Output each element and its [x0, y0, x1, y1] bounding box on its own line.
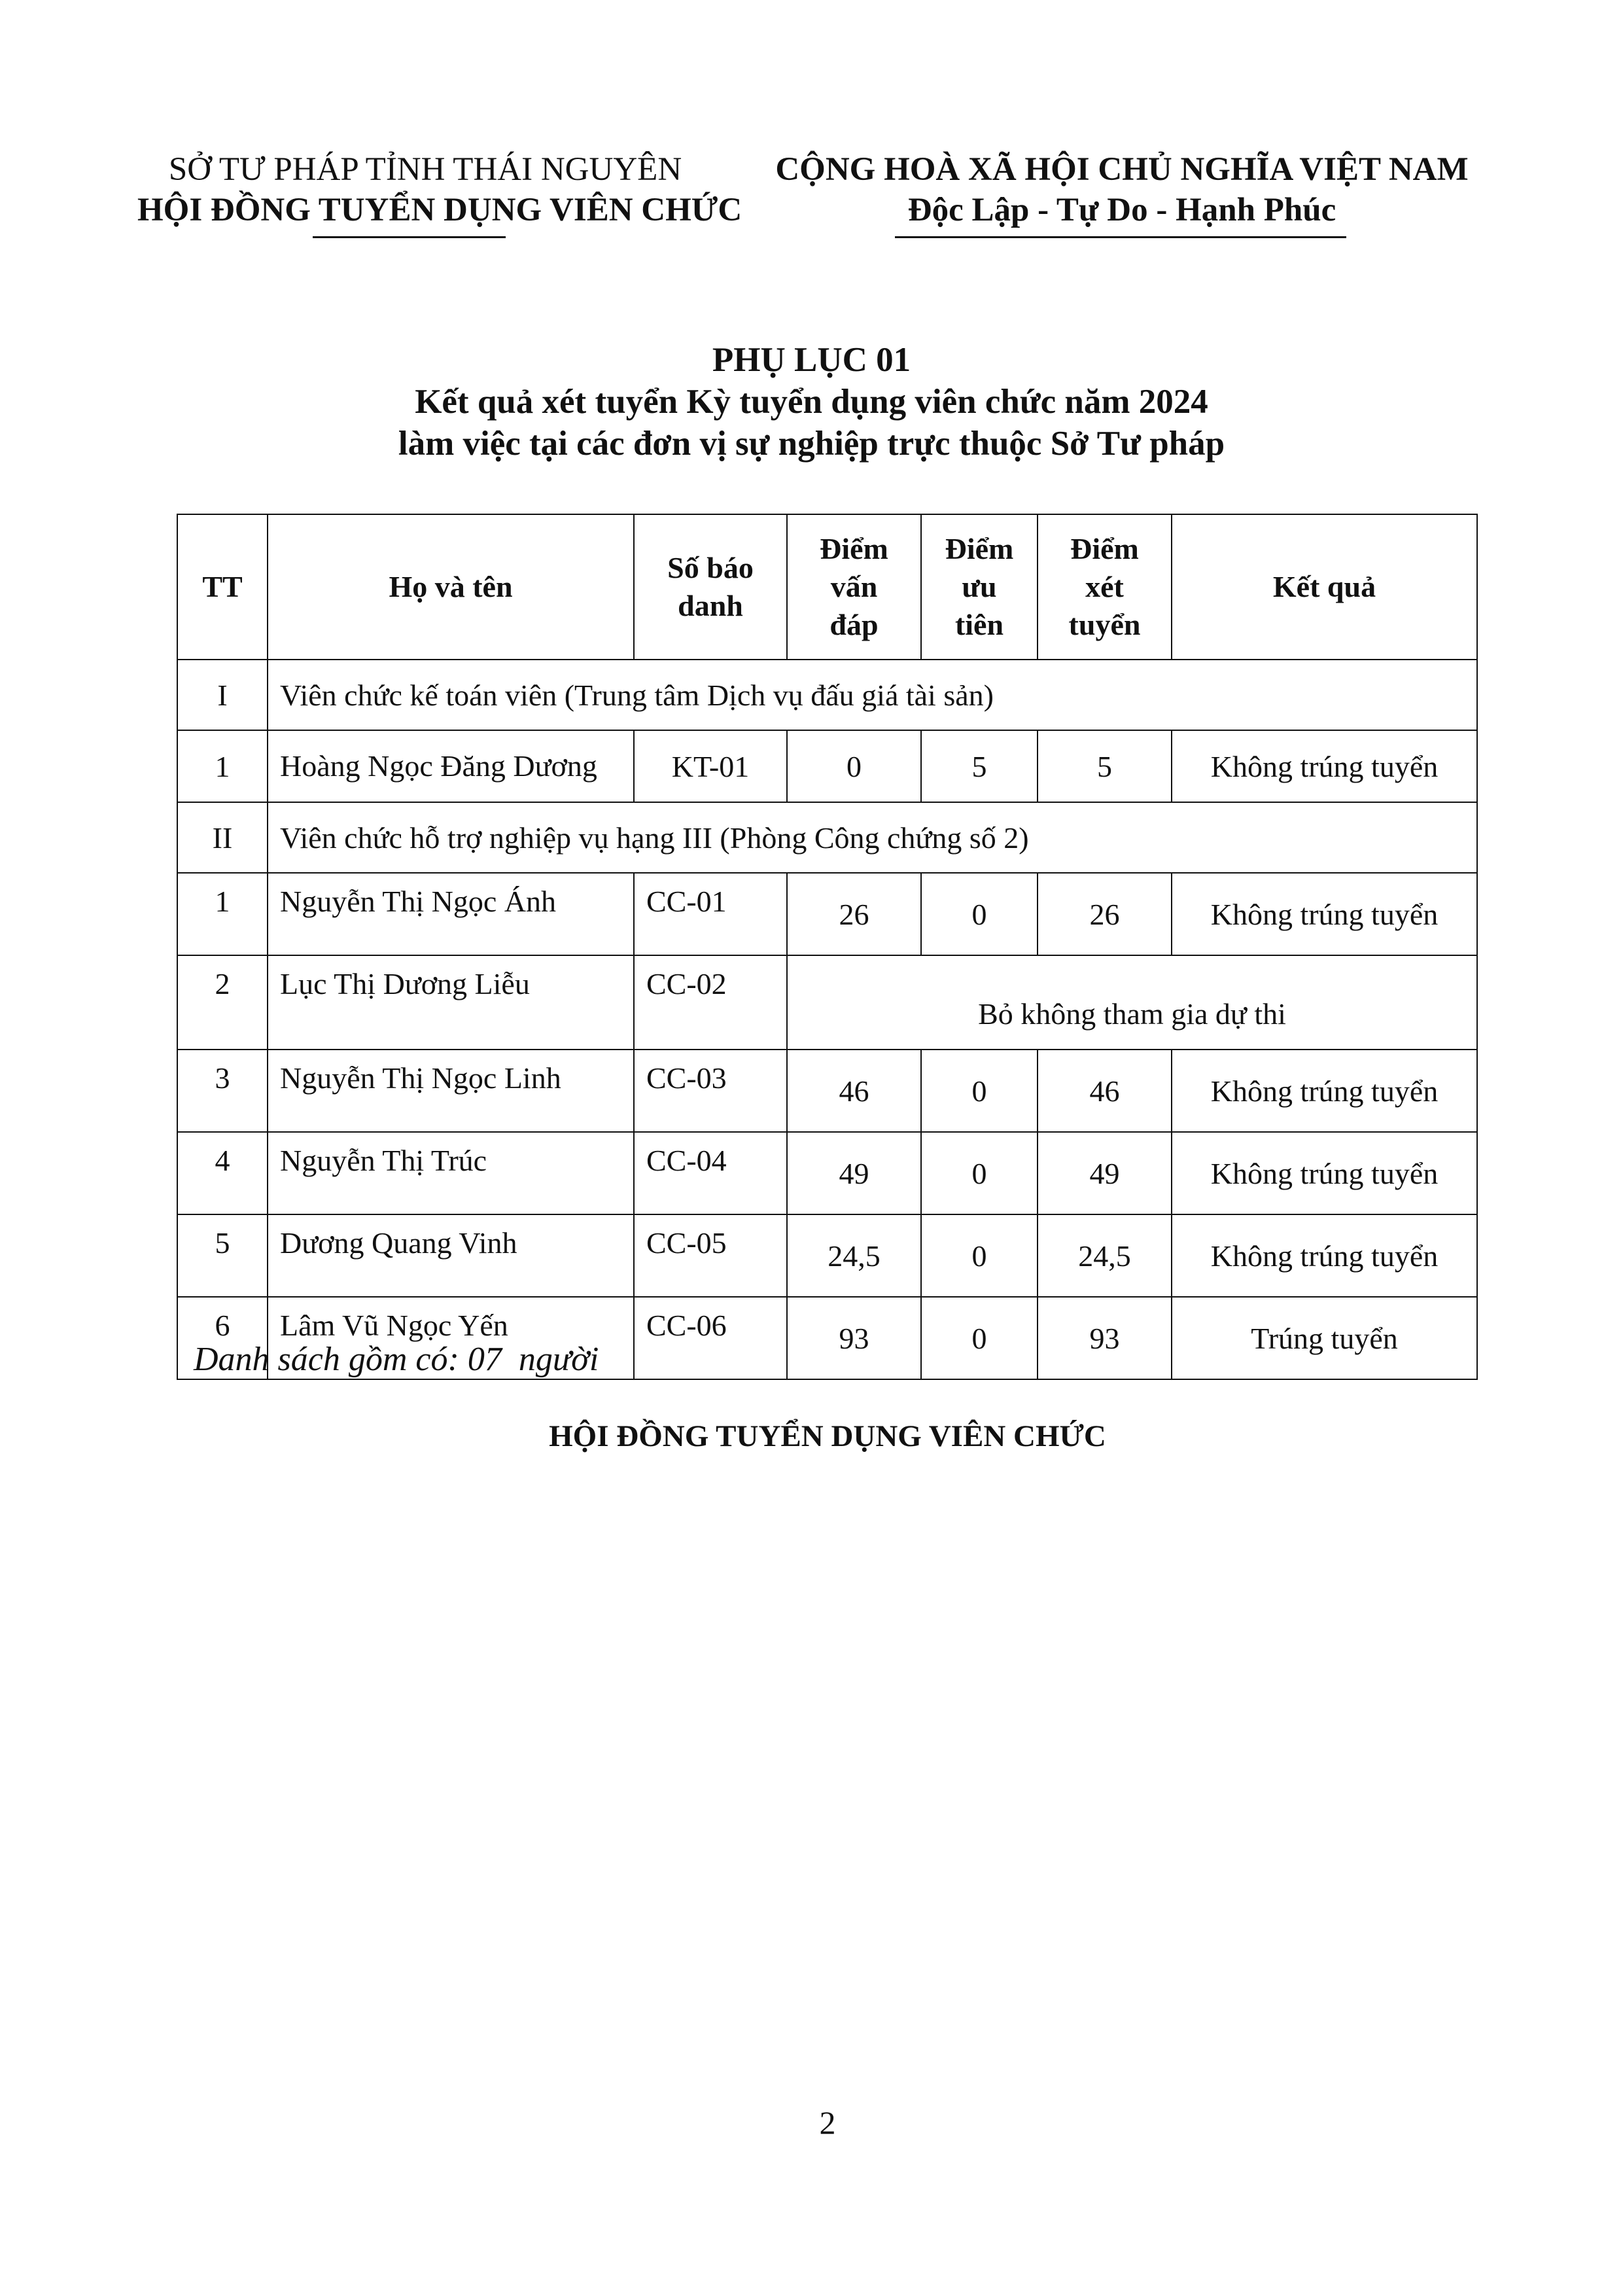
- header-uu-tien-line: Điểm: [945, 532, 1014, 565]
- cell-uu-tien: 0: [921, 1297, 1038, 1379]
- cell-sbd: CC-05: [634, 1214, 787, 1297]
- header-xet-tuyen-line: Điểm: [1070, 532, 1139, 565]
- cell-tt: 6: [177, 1297, 268, 1379]
- cell-tt: 2: [177, 955, 268, 1050]
- section-label: Viên chức kế toán viên (Trung tâm Dịch vụ đấu giá tài sản): [268, 660, 1477, 730]
- cell-uu-tien: 0: [921, 1214, 1038, 1297]
- header-uu-tien-line: ưu: [962, 570, 997, 603]
- cell-sbd: KT-01: [634, 730, 787, 802]
- header-left: [137, 149, 742, 230]
- title-subtitle-1: Kết quả xét tuyển Kỳ tuyển dụng viên chức năm 2024: [415, 383, 1208, 421]
- section-row: [177, 660, 1477, 730]
- table-row: [177, 730, 1477, 802]
- cell-sbd: CC-06: [634, 1297, 787, 1379]
- section-number: I: [177, 660, 268, 730]
- footer-council-name: HỘI ĐỒNG TUYỂN DỤNG VIÊN CHỨC: [549, 1419, 1106, 1453]
- table-row: [177, 1132, 1477, 1214]
- cell-tt: 1: [177, 730, 268, 802]
- cell-result: Không trúng tuyển: [1172, 1050, 1477, 1132]
- header-sbd-line: danh: [678, 589, 743, 622]
- cell-result: Không trúng tuyển: [1172, 1132, 1477, 1214]
- cell-sbd: CC-02: [634, 955, 787, 1050]
- cell-xet-tuyen: 46: [1038, 1050, 1172, 1132]
- cell-uu-tien: 0: [921, 1050, 1038, 1132]
- cell-sbd: CC-03: [634, 1050, 787, 1132]
- cell-van-dap: 26: [787, 873, 921, 955]
- header-uu-tien-line: tiên: [954, 608, 1004, 641]
- header-van-dap-line: đáp: [829, 608, 879, 641]
- national-motto: Độc Lập - Tự Do - Hạnh Phúc: [907, 192, 1336, 228]
- header-name: Họ và tên: [268, 514, 634, 660]
- cell-result: Không trúng tuyển: [1172, 1214, 1477, 1297]
- section-row: [177, 802, 1477, 873]
- list-summary: Danh sách gồm có: 07 người: [194, 1341, 599, 1378]
- cell-uu-tien: 5: [921, 730, 1038, 802]
- cell-name: Hoàng Ngọc Đăng Dương: [268, 730, 634, 802]
- cell-name: Lục Thị Dương Liễu: [268, 955, 634, 1050]
- cell-xet-tuyen: 5: [1038, 730, 1172, 802]
- table-row: [177, 1214, 1477, 1297]
- results-table: [177, 514, 1478, 1380]
- header-xet-tuyen: [1038, 514, 1172, 660]
- cell-van-dap: 93: [787, 1297, 921, 1379]
- national-title: CỘNG HOÀ XÃ HỘI CHỦ NGHĨA VIỆT NAM: [775, 151, 1469, 188]
- cell-tt: 1: [177, 873, 268, 955]
- header-sbd: [634, 514, 787, 660]
- cell-van-dap: 24,5: [787, 1214, 921, 1297]
- header-van-dap-line: Điểm: [820, 532, 888, 565]
- cell-xet-tuyen: 93: [1038, 1297, 1172, 1379]
- cell-name: Dương Quang Vinh: [268, 1214, 634, 1297]
- header-right-underline: [895, 236, 1346, 238]
- cell-xet-tuyen: 26: [1038, 873, 1172, 955]
- cell-name: Lâm Vũ Ngọc Yến: [268, 1297, 634, 1379]
- header-van-dap-line: vấn: [830, 570, 878, 603]
- table-header-row: [177, 514, 1477, 660]
- cell-name: Nguyễn Thị Ngọc Linh: [268, 1050, 634, 1132]
- header-result: Kết quả: [1172, 514, 1477, 660]
- cell-van-dap: 49: [787, 1132, 921, 1214]
- page-number: 2: [819, 2104, 836, 2141]
- table-row: [177, 1050, 1477, 1132]
- header-left-underline: [313, 236, 506, 238]
- header-xet-tuyen-line: tuyển: [1068, 608, 1141, 641]
- header-xet-tuyen-line: xét: [1085, 570, 1124, 603]
- cell-xet-tuyen: 49: [1038, 1132, 1172, 1214]
- cell-sbd: CC-01: [634, 873, 787, 955]
- appendix-title: PHỤ LỤC 01: [712, 341, 911, 379]
- council-name: HỘI ĐỒNG TUYỂN DỤNG VIÊN CHỨC: [137, 192, 742, 228]
- document-title: [0, 339, 1623, 465]
- cell-name: Nguyễn Thị Ngọc Ánh: [268, 873, 634, 955]
- title-subtitle-2: làm việc tại các đơn vị sự nghiệp trực thuộc Sở Tư pháp: [398, 425, 1225, 463]
- cell-xet-tuyen: 24,5: [1038, 1214, 1172, 1297]
- cell-van-dap: 0: [787, 730, 921, 802]
- cell-result: Không trúng tuyển: [1172, 730, 1477, 802]
- table-row: [177, 955, 1477, 1050]
- table-row: [177, 873, 1477, 955]
- cell-result: Trúng tuyển: [1172, 1297, 1477, 1379]
- cell-tt: 3: [177, 1050, 268, 1132]
- header-tt: TT: [177, 514, 268, 660]
- cell-absent-note: Bỏ không tham gia dự thi: [787, 955, 1477, 1050]
- section-label: Viên chức hỗ trợ nghiệp vụ hạng III (Phòng Công chứng số 2): [268, 802, 1477, 873]
- department-name: SỞ TƯ PHÁP TỈNH THÁI NGUYÊN: [168, 151, 682, 188]
- cell-name: Nguyễn Thị Trúc: [268, 1132, 634, 1214]
- cell-sbd: CC-04: [634, 1132, 787, 1214]
- section-number: II: [177, 802, 268, 873]
- header-sbd-line: Số báo: [667, 551, 754, 584]
- header-van-dap: [787, 514, 921, 660]
- cell-result: Không trúng tuyển: [1172, 873, 1477, 955]
- header-uu-tien: [921, 514, 1038, 660]
- cell-uu-tien: 0: [921, 873, 1038, 955]
- header-right: [752, 149, 1492, 230]
- cell-uu-tien: 0: [921, 1132, 1038, 1214]
- cell-tt: 4: [177, 1132, 268, 1214]
- cell-tt: 5: [177, 1214, 268, 1297]
- cell-van-dap: 46: [787, 1050, 921, 1132]
